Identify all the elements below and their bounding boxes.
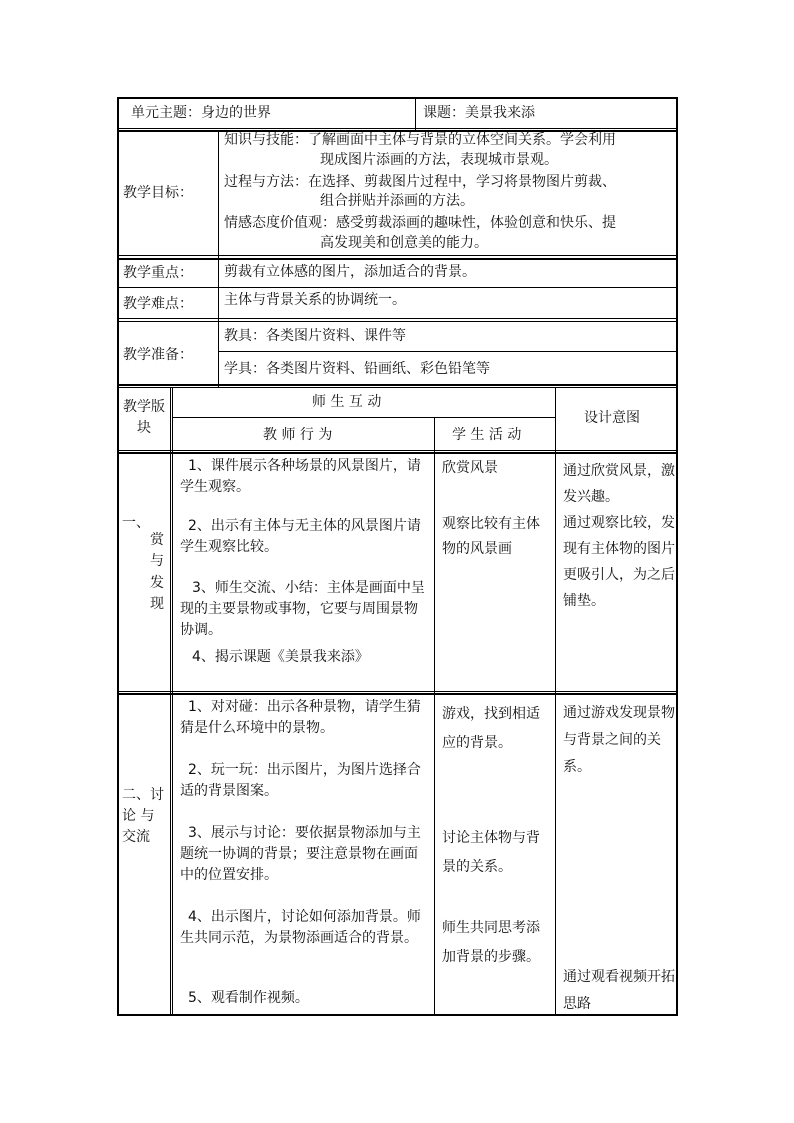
col-module-header: 教学版块 [123, 399, 165, 436]
section2-teacher-item: 1、对对碰：出示各种景物，请学生猜猜是什么环境中的景物。 [180, 699, 421, 736]
row-divider [117, 318, 677, 319]
focus-text: 剪裁有立体感的图片，添加适合的背景。 [224, 264, 476, 280]
unit-theme: 单元主题：身边的世界 [131, 105, 271, 121]
table-border-right [676, 97, 678, 387]
col-divider [415, 97, 416, 130]
section1-name-char: 与 [150, 553, 164, 569]
section2-teacher-item: 5、观看制作视频。 [188, 990, 309, 1006]
difficulty-text: 主体与背景关系的协调统一。 [224, 292, 406, 308]
table-border-left [117, 97, 119, 387]
focus-label: 教学重点： [123, 265, 193, 281]
goals-label: 教学目标： [123, 185, 193, 201]
col-divider [218, 130, 219, 387]
col-intent-header: 设计意图 [584, 410, 640, 426]
row-divider [117, 287, 677, 288]
row-divider [117, 258, 677, 260]
section2-student-item: 游戏，找到相适应的背景。 [442, 706, 540, 751]
goal-process: 过程与方法：在选择、剪裁图片过程中，学习将景物图片剪裁、 [224, 174, 616, 190]
col-divider [170, 387, 171, 1016]
row-divider [117, 128, 677, 129]
row-divider [117, 384, 677, 386]
goal-knowledge-cont: 现成图片添画的方法，表现城市景观。 [320, 152, 558, 168]
section1-name-char: 现 [150, 596, 164, 612]
prep-teacher: 教具：各类图片资料、课件等 [224, 328, 406, 344]
goal-knowledge: 知识与技能：了解画面中主体与背景的立体空间关系。学会利用 [224, 132, 616, 148]
section2-student-item: 师生共同思考添加背景的步骤。 [442, 920, 540, 965]
row-divider [117, 450, 677, 451]
table-border-left [117, 387, 119, 1016]
col-divider [172, 387, 173, 1016]
section1-teacher-item: 1、课件展示各种场景的风景图片，请学生观察。 [180, 458, 421, 495]
col-divider [555, 387, 556, 1016]
row-divider [172, 417, 556, 418]
goal-attitude: 情感态度价值观：感受剪裁添画的趣味性，体验创意和快乐、提 [224, 215, 616, 231]
section1-teacher-item: 2、出示有主体与无主体的风景图片请学生观察比较。 [180, 518, 421, 555]
col-student-header: 学 生 活 动 [452, 427, 522, 443]
section1-teacher-item: 3、师生交流、小结：主体是画面中呈现的主要景物或事物，它要与周围景物协调。 [180, 580, 425, 638]
section1-intent-item: 通过观察比较，发现有主体物的图片更吸引人，为之后铺垫。 [563, 515, 675, 609]
section2-intent-item: 通过观看视频开拓思路 [563, 969, 675, 1012]
section2-intent-item: 通过游戏发现景物与背景之间的关系。 [563, 705, 675, 775]
row-divider [117, 321, 677, 322]
prep-label: 教学准备： [123, 347, 193, 363]
row-divider [117, 693, 677, 695]
section2-name-line: 论 与 [122, 808, 155, 824]
section2-teacher-item: 3、展示与讨论：要依据景物添加与主题统一协调的背景；要注意景物在画面中的位置安排。 [180, 825, 421, 883]
section1-name-char: 发 [150, 575, 164, 591]
col-interaction-header: 师 生 互 动 [312, 394, 382, 410]
section1-teacher-item: 4、揭示课题《美景我来添》 [192, 649, 369, 665]
section1-student-item: 欣赏风景 [442, 460, 498, 476]
table-border-top [117, 97, 677, 99]
section2-name-line: 二、讨 [122, 787, 164, 803]
lesson-title: 课题：美景我来添 [423, 105, 535, 121]
row-divider [117, 255, 677, 256]
goal-process-cont: 组合拼贴并添画的方法。 [320, 193, 474, 209]
section2-teacher-item: 2、玩一玩：出示图片，为图片选择合适的背景图案。 [180, 762, 421, 799]
row-divider [117, 691, 677, 692]
prep-student: 学具：各类图片资料、铅画纸、彩色铅笔等 [224, 361, 490, 377]
row-divider [117, 452, 677, 454]
col-teacher-header: 教 师 行 为 [263, 427, 333, 443]
table-border-top [117, 387, 677, 388]
section1-intent-item: 通过欣赏风景，激发兴趣。 [563, 463, 675, 505]
difficulty-label: 教学难点： [123, 296, 193, 312]
goal-attitude-cont: 高发现美和创意美的能力。 [320, 235, 488, 251]
section2-name-line: 交流 [122, 829, 150, 845]
section1-student-item: 观察比较有主体物的风景画 [442, 516, 540, 557]
table-border-right [676, 387, 678, 1016]
section1-name-prefix: 一、 [122, 515, 150, 531]
section2-teacher-item: 4、出示图片，讨论如何添加背景。师生共同示范，为景物添画适合的背景。 [180, 909, 421, 946]
col-divider [434, 417, 435, 1016]
section2-student-item: 讨论主体物与背景的关系。 [442, 830, 540, 875]
section1-name-char: 赏 [150, 532, 164, 548]
row-divider [218, 351, 677, 352]
